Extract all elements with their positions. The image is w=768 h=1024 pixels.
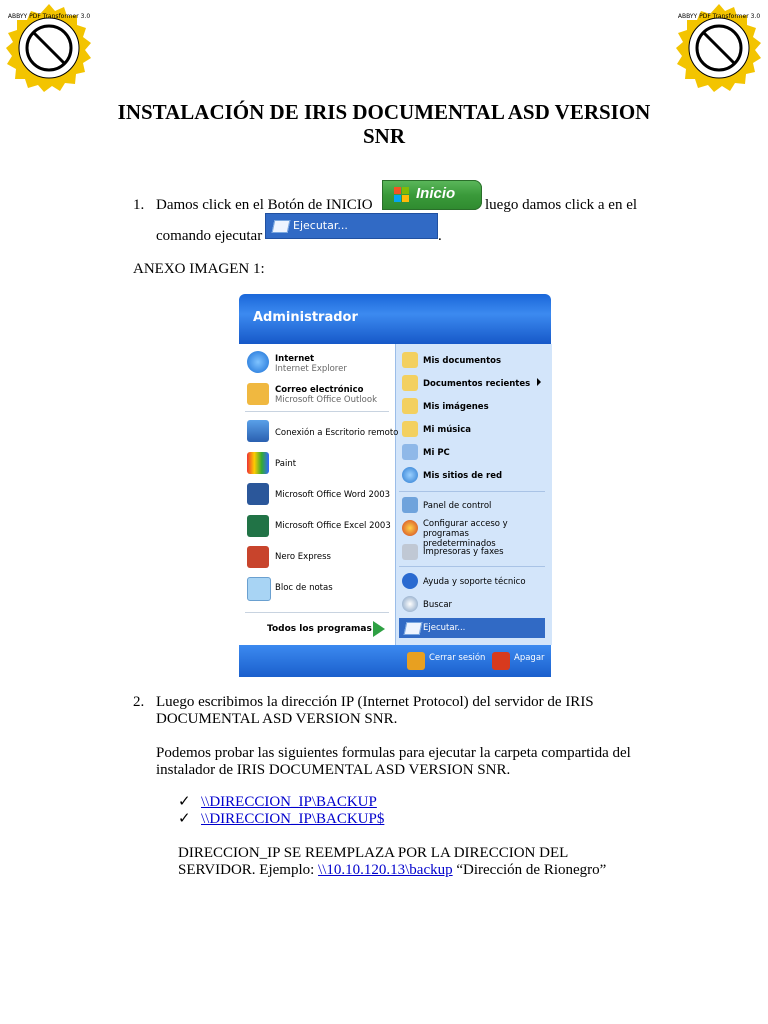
right-item-run-selected[interactable] (399, 618, 545, 638)
step2-line-2: DOCUMENTAL ASD VERSION SNR. (156, 711, 398, 727)
control-panel-icon (402, 497, 418, 513)
left-item-paint[interactable]: Paint (275, 459, 297, 469)
my-computer-icon (402, 444, 418, 460)
link-backup[interactable]: \\DIRECCION_IP\BACKUP (201, 794, 377, 810)
windows-logo-icon (394, 187, 410, 203)
left-item-nero[interactable]: Nero Express (275, 552, 331, 562)
step1-text-a: Damos click en el Botón de INICIO (156, 197, 373, 213)
right-item-search[interactable]: Buscar (423, 600, 453, 610)
abbyy-seal-right[interactable] (673, 2, 765, 94)
start-menu-footer (239, 645, 551, 677)
note-text-a: SERVIDOR. Ejemplo: (178, 862, 319, 878)
left-item-internet[interactable] (275, 354, 347, 374)
word-icon (247, 483, 269, 505)
my-music-icon (402, 421, 418, 437)
link-backup-hidden[interactable]: \\DIRECCION_IP\BACKUP$ (201, 811, 385, 827)
recent-documents-icon (402, 375, 418, 391)
step2-line-1: Luego escribimos la dirección IP (Internet Protocol) del servidor de IRIS (156, 694, 594, 710)
right-item-recent-documents[interactable]: Documentos recientes (423, 379, 531, 389)
right-item-printers[interactable]: Impresoras y faxes (423, 547, 504, 557)
step2-number: 2. (133, 694, 145, 710)
power-icon (492, 652, 510, 670)
start-menu-header (239, 294, 551, 344)
right-item-network[interactable]: Mis sitios de red (423, 471, 503, 481)
all-programs-label[interactable]: Todos los programas (267, 624, 372, 634)
document-title (100, 100, 668, 148)
item-sub: Internet Explorer (275, 364, 347, 374)
ejecutar-bar-image (265, 213, 438, 239)
logoff-icon (407, 652, 425, 670)
right-item-my-pictures[interactable]: Mis imágenes (423, 402, 489, 412)
ejecutar-label: Ejecutar... (293, 219, 348, 232)
step1-text-c: comando ejecutar (156, 228, 263, 244)
right-item-my-documents[interactable]: Mis documentos (423, 356, 502, 366)
item-sub: Microsoft Office Outlook (275, 395, 377, 405)
help-icon (402, 573, 418, 589)
remote-desktop-icon (247, 420, 269, 442)
all-programs-arrow-icon (373, 621, 385, 637)
right-item-my-music[interactable]: Mi música (423, 425, 471, 435)
seal-text: ABBYY PDF Transformer 3.0 (7, 13, 91, 20)
right-item-my-pc[interactable]: Mi PC (423, 448, 450, 458)
check-icon: ✓ (178, 794, 191, 810)
step2-para-1: Podemos probar las siguientes formulas para ejecutar la carpeta compartida del (156, 745, 631, 761)
internet-explorer-icon (247, 351, 269, 373)
run-label: Ejecutar... (423, 623, 466, 633)
paint-icon (247, 452, 269, 474)
notepad-icon (247, 577, 271, 601)
title-line-2: SNR (362, 124, 405, 148)
item-title: Correo electrónico (275, 385, 364, 395)
step2-para-2: instalador de IRIS DOCUMENTAL ASD VERSION SNR. (156, 762, 511, 778)
seal-text: ABBYY PDF Transformer 3.0 (677, 13, 761, 20)
anexo-label: ANEXO IMAGEN 1: (133, 261, 265, 277)
excel-icon (247, 515, 269, 537)
network-places-icon (402, 467, 418, 483)
start-menu-right-pane (395, 344, 552, 645)
logoff-button[interactable]: Cerrar sesión (429, 653, 486, 663)
example-link[interactable]: \\10.10.120.13\backup (318, 862, 453, 878)
title-line-1: INSTALACIÓN DE IRIS DOCUMENTAL ASD VERSION (117, 100, 651, 124)
shutdown-button[interactable]: Apagar (514, 653, 545, 663)
user-name: Administrador (253, 310, 358, 325)
right-separator (399, 566, 545, 567)
search-icon (402, 596, 418, 612)
my-pictures-icon (402, 398, 418, 414)
right-item-program-access[interactable]: Configurar acceso y programas predeterminados (423, 519, 508, 549)
outlook-icon (247, 383, 269, 405)
submenu-arrow-icon (537, 378, 541, 386)
program-access-icon (402, 520, 418, 536)
left-item-remote-desktop[interactable]: Conexión a Escritorio remoto (275, 428, 399, 438)
left-item-word[interactable]: Microsoft Office Word 2003 (275, 490, 391, 500)
left-separator (245, 612, 389, 613)
note-text-b: “Dirección de Rionegro” (452, 862, 607, 878)
printers-icon (402, 544, 418, 560)
left-item-notepad[interactable]: Bloc de notas (275, 583, 333, 593)
step1-text-b: luego damos click a en el (485, 197, 638, 213)
right-item-help[interactable]: Ayuda y soporte técnico (423, 577, 526, 587)
left-item-email[interactable] (275, 385, 377, 405)
note-line-1: DIRECCION_IP SE REEMPLAZA POR LA DIRECCION DEL (178, 845, 569, 861)
step1-number: 1. (133, 197, 145, 213)
inicio-button-image (382, 180, 482, 210)
run-icon (272, 220, 291, 233)
right-item-control-panel[interactable]: Panel de control (423, 501, 492, 511)
item-title: Internet (275, 354, 315, 364)
start-menu-image (239, 294, 551, 677)
my-documents-icon (402, 352, 418, 368)
note-line-2 (178, 862, 606, 879)
right-separator (399, 491, 545, 492)
left-separator (245, 411, 389, 412)
run-icon (404, 622, 423, 635)
inicio-label: Inicio (416, 185, 456, 202)
check-icon: ✓ (178, 811, 191, 827)
step1-text-d: . (438, 228, 442, 244)
nero-icon (247, 546, 269, 568)
left-item-excel[interactable]: Microsoft Office Excel 2003 (275, 521, 391, 531)
abbyy-seal-left[interactable] (3, 2, 95, 94)
